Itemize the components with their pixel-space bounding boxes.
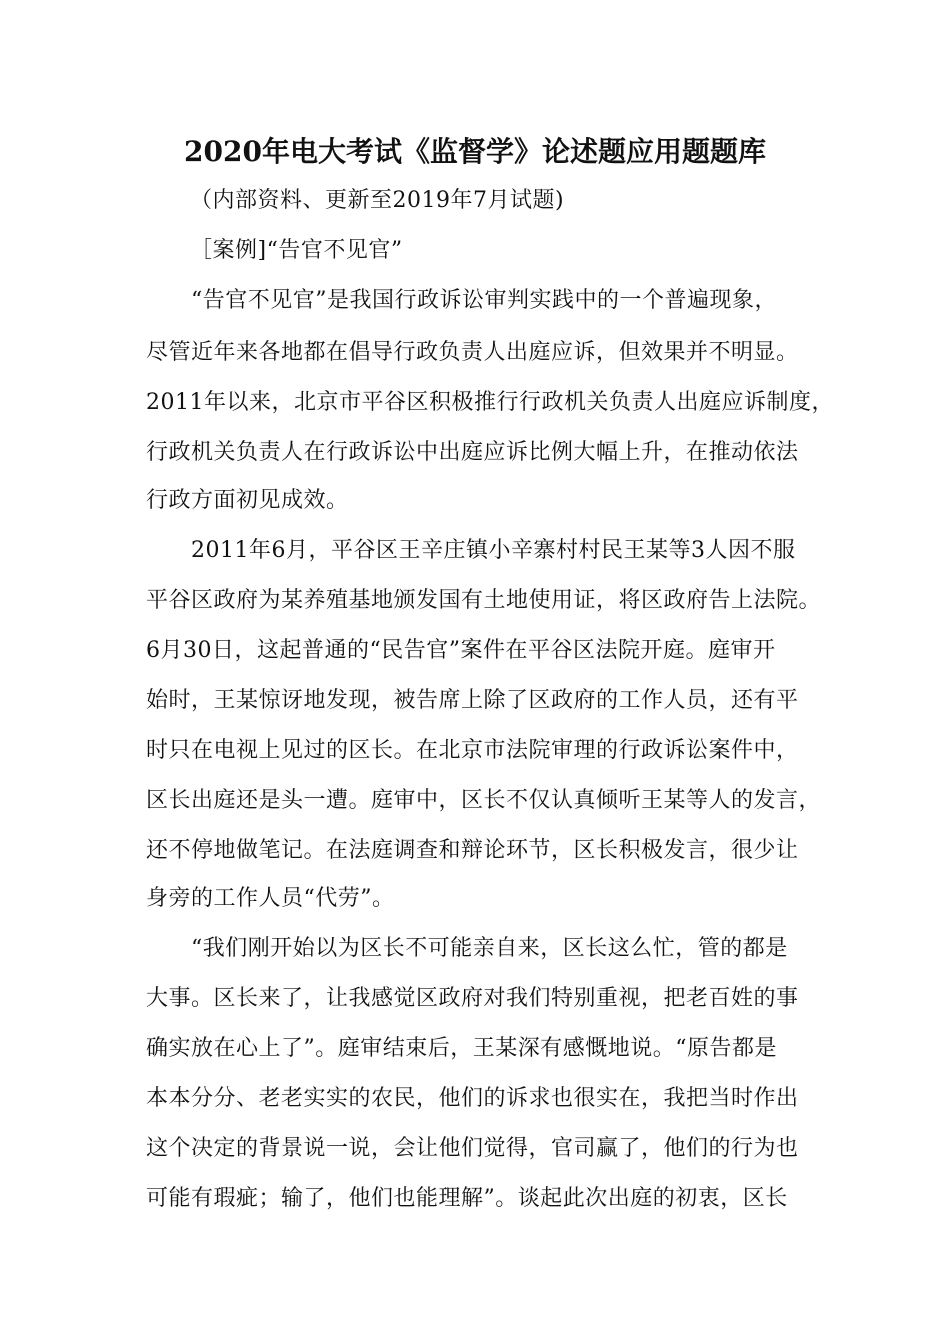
body-line: 可能有瑕疵；输了，他们也能理解”。谈起此次出庭的初衷，区长 [146,1186,788,1211]
body-line: 还不停地做笔记。在法庭调查和辩论环节，区长积极发言，很少让 [146,838,799,863]
case-heading: ［案例]“告官不见官” [190,238,403,263]
body-line: 2011年以来，北京市平谷区积极推行行政机关负责人出庭应诉制度， [146,390,834,415]
body-line: 大事。区长来了，让我感觉区政府对我们特别重视，把老百姓的事 [146,986,799,1011]
body-line: 时只在电视上见过的区长。在北京市法院审理的行政诉讼案件中， [146,738,799,763]
body-line: 本本分分、老老实实的农民，他们的诉求也很实在，我把当时作出 [146,1086,799,1111]
body-line: 6月30日，这起普通的“民告官”案件在平谷区法院开庭。庭审开 [146,638,776,663]
body-line: 行政方面初见成效。 [146,488,349,513]
body-line: 行政机关负责人在行政诉讼中出庭应诉比例大幅上升，在推动依法 [146,440,799,465]
body-line: 身旁的工作人员“代劳”。 [146,886,395,911]
document-title: 2020年电大考试《监督学》论述题应用题题库 [184,135,766,168]
document-subtitle: （内部资料、更新至2019年7月试题) [190,188,565,213]
body-line: “告官不见官”是我国行政诉讼审判实践中的一个普遍现象， [146,288,777,313]
body-line: 平谷区政府为某养殖基地颁发国有土地使用证，将区政府告上法院。 [146,588,822,613]
body-line: 确实放在心上了”。庭审结束后，王某深有感慨地说。“原告都是 [146,1036,777,1061]
body-line: 始时，王某惊讶地发现，被告席上除了区政府的工作人员，还有平 [146,688,799,713]
body-line: 这个决定的背景说一说，会让他们觉得，官司赢了，他们的行为也 [146,1136,799,1161]
body-line: 2011年6月，平谷区王辛庄镇小辛寨村村民王某等3人因不服 [146,538,796,563]
body-line: “我们刚开始以为区长不可能亲自来，区长这么忙，管的都是 [146,936,788,961]
body-line: 尽管近年来各地都在倡导行政负责人出庭应诉，但效果并不明显。 [146,340,799,365]
body-line: 区长出庭还是头一遭。庭审中，区长不仅认真倾听王某等人的发言， [146,788,822,813]
